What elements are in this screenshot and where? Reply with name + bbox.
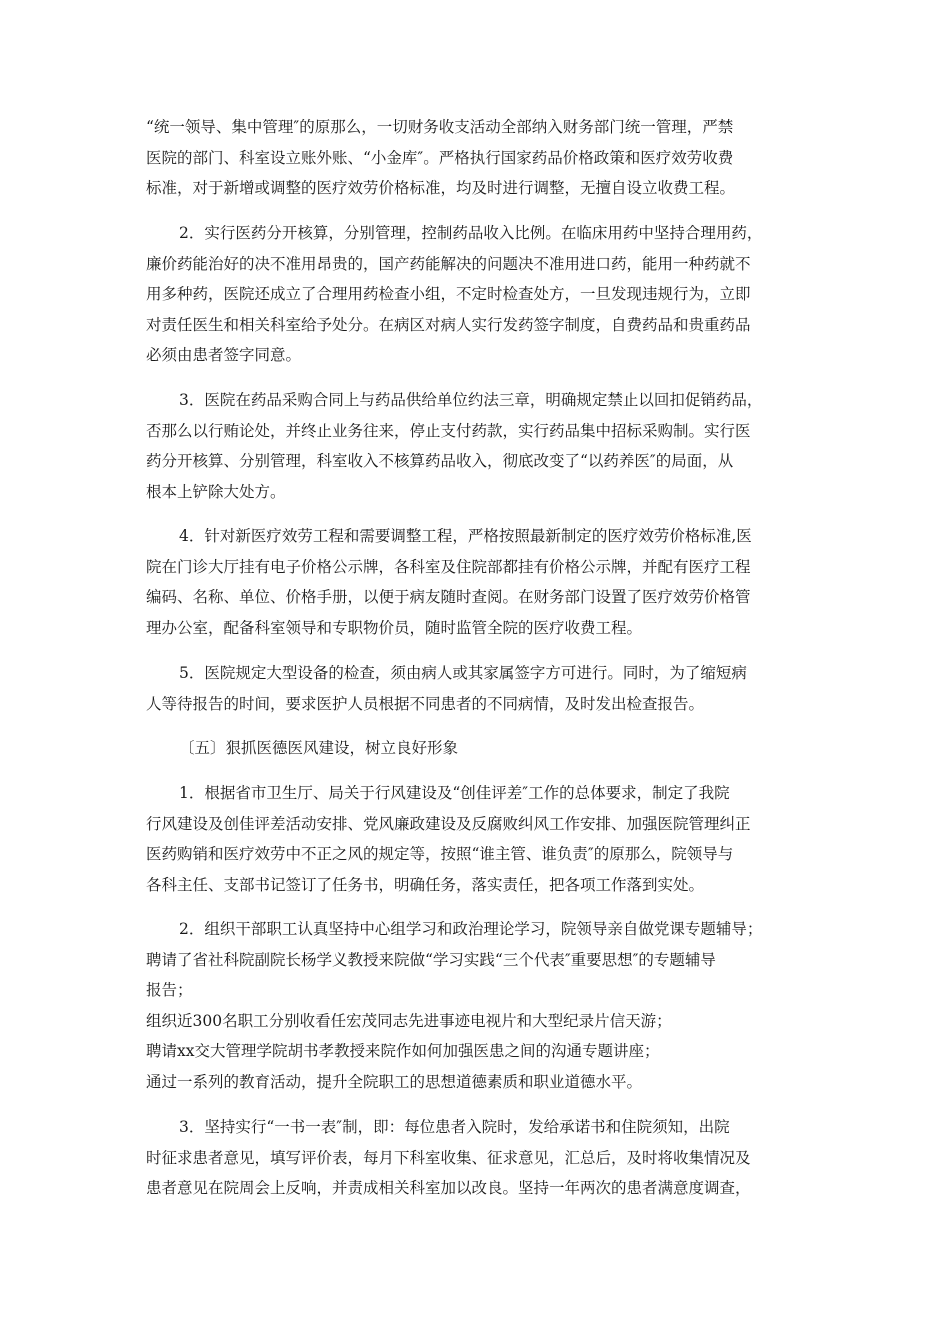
section-heading-five [146, 733, 806, 764]
text-line: 对责任医生和相关科室给予处分。在病区对病人实行发药签字制度，自费药品和贵重药品 [146, 315, 751, 334]
text-line: 聘请xx交大管理学院胡书孝教授来院作如何加强医患之间的沟通专题讲座； [146, 1042, 660, 1060]
paragraph-item-5-equipment [146, 658, 806, 719]
text-line: 必须由患者签字同意。 [146, 346, 302, 364]
paragraph-item-4-pricing [146, 521, 806, 643]
text-line: 2．组织干部职工认真坚持中心组学习和政治理论学习，院领导亲自做党课专题辅导； [179, 920, 763, 938]
paragraph-finance-principle [146, 112, 806, 204]
paragraph-ethics-1 [146, 778, 806, 900]
paragraph-item-2-drugs [146, 218, 806, 371]
text-line: “统一领导、集中管理″的原那么，一切财务收支活动全部纳入财务部门统一管理，严禁 [146, 118, 734, 136]
text-line: 编码、名称、单位、价格手册，以便于病友随时查阅。在财务部门设置了医疗效劳价格管 [146, 588, 751, 606]
text-line: 聘请了省社科院副院长杨学义教授来院做“学习实践“三个代表″重要思想″的专题辅导 [146, 950, 716, 969]
text-line: 2．实行医药分开核算，分别管理，控制药品收入比例。在临床用药中坚持合理用药， [179, 224, 763, 242]
text-line: 3．医院在药品采购合同上与药品供给单位约法三章，明确规定禁止以回扣促销药品， [179, 391, 763, 409]
text-line: 药分开核算、分别管理，科室收入不核算药品收入，彻底改变了“以药养医″的局面，从 [146, 452, 734, 470]
text-line: 理办公室，配备科室领导和专职物价员，随时监管全院的医疗收费工程。 [146, 618, 643, 637]
text-line: 报告； [146, 981, 193, 999]
text-line: 组织近300名职工分别收看任宏茂同志先进事迹电视片和大型纪录片信天游； [146, 1011, 672, 1030]
paragraph-item-3-procurement [146, 385, 806, 507]
text-line: 医院的部门、科室设立账外账、“小金库″。严格执行国家药品价格政策和医疗效劳收费 [146, 148, 734, 167]
text-line: 通过一系列的教育活动，提升全院职工的思想道德素质和职业道德水平。 [146, 1072, 643, 1091]
text-line: 医药购销和医疗效劳中不正之风的规定等，按照“谁主管、谁负责″的原那么，院领导与 [146, 845, 734, 863]
text-line: 患者意见在院周会上反响，并责成相关科室加以改良。坚持一年两次的患者满意度调查， [146, 1179, 751, 1197]
text-line: 时征求患者意见，填写评价表，每月下科室收集、征求意见，汇总后，及时将收集情况及 [146, 1148, 751, 1167]
text-line: 院在门诊大厅挂有电子价格公示牌，各科室及住院部都挂有价格公示牌，并配有医疗工程 [146, 557, 751, 576]
text-line: 1．根据省市卫生厅、局关于行风建设及“创佳评差″工作的总体要求，制定了我院 [179, 784, 730, 802]
paragraph-ethics-2 [146, 914, 806, 1097]
text-line: 标准，对于新增或调整的医疗效劳价格标准，均及时进行调整，无擅自设立收费工程。 [146, 179, 736, 197]
text-line: 各科主任、支部书记签订了任务书，明确任务，落实责任，把各项工作落到实处。 [146, 875, 705, 894]
text-line: 5．医院规定大型设备的检查，须由病人或其家属签字方可进行。同时，为了缩短病 [179, 664, 747, 682]
text-line: 廉价药能治好的决不准用昂贵的，国产药能解决的问题决不准用进口药，能用一种药就不 [146, 254, 751, 273]
text-line: 人等待报告的时间，要求医护人员根据不同患者的不同病情，及时发出检查报告。 [146, 694, 705, 713]
text-line: 3．坚持实行“一书一表″制，即：每位患者入院时，发给承诺书和住院须知，出院 [179, 1118, 730, 1136]
paragraph-ethics-3 [146, 1112, 806, 1204]
text-line: 根本上铲除大处方。 [146, 482, 286, 501]
text-line: 用多种药，医院还成立了合理用药检查小组，不定时检查处方，一旦发现违规行为，立即 [146, 285, 751, 303]
text-line: 4．针对新医疗效劳工程和需要调整工程，严格按照最新制定的医疗效劳价格标准,医 [179, 527, 752, 545]
text-line: 行风建设及创佳评差活动安排、党风廉政建设及反腐败纠风工作安排、加强医院管理纠正 [146, 814, 751, 833]
text-line: 〔五〕狠抓医德医风建设，树立良好形象 [179, 739, 459, 757]
text-line: 否那么以行贿论处，并终止业务往来，停止支付药款，实行药品集中招标采购制。实行医 [146, 421, 751, 440]
